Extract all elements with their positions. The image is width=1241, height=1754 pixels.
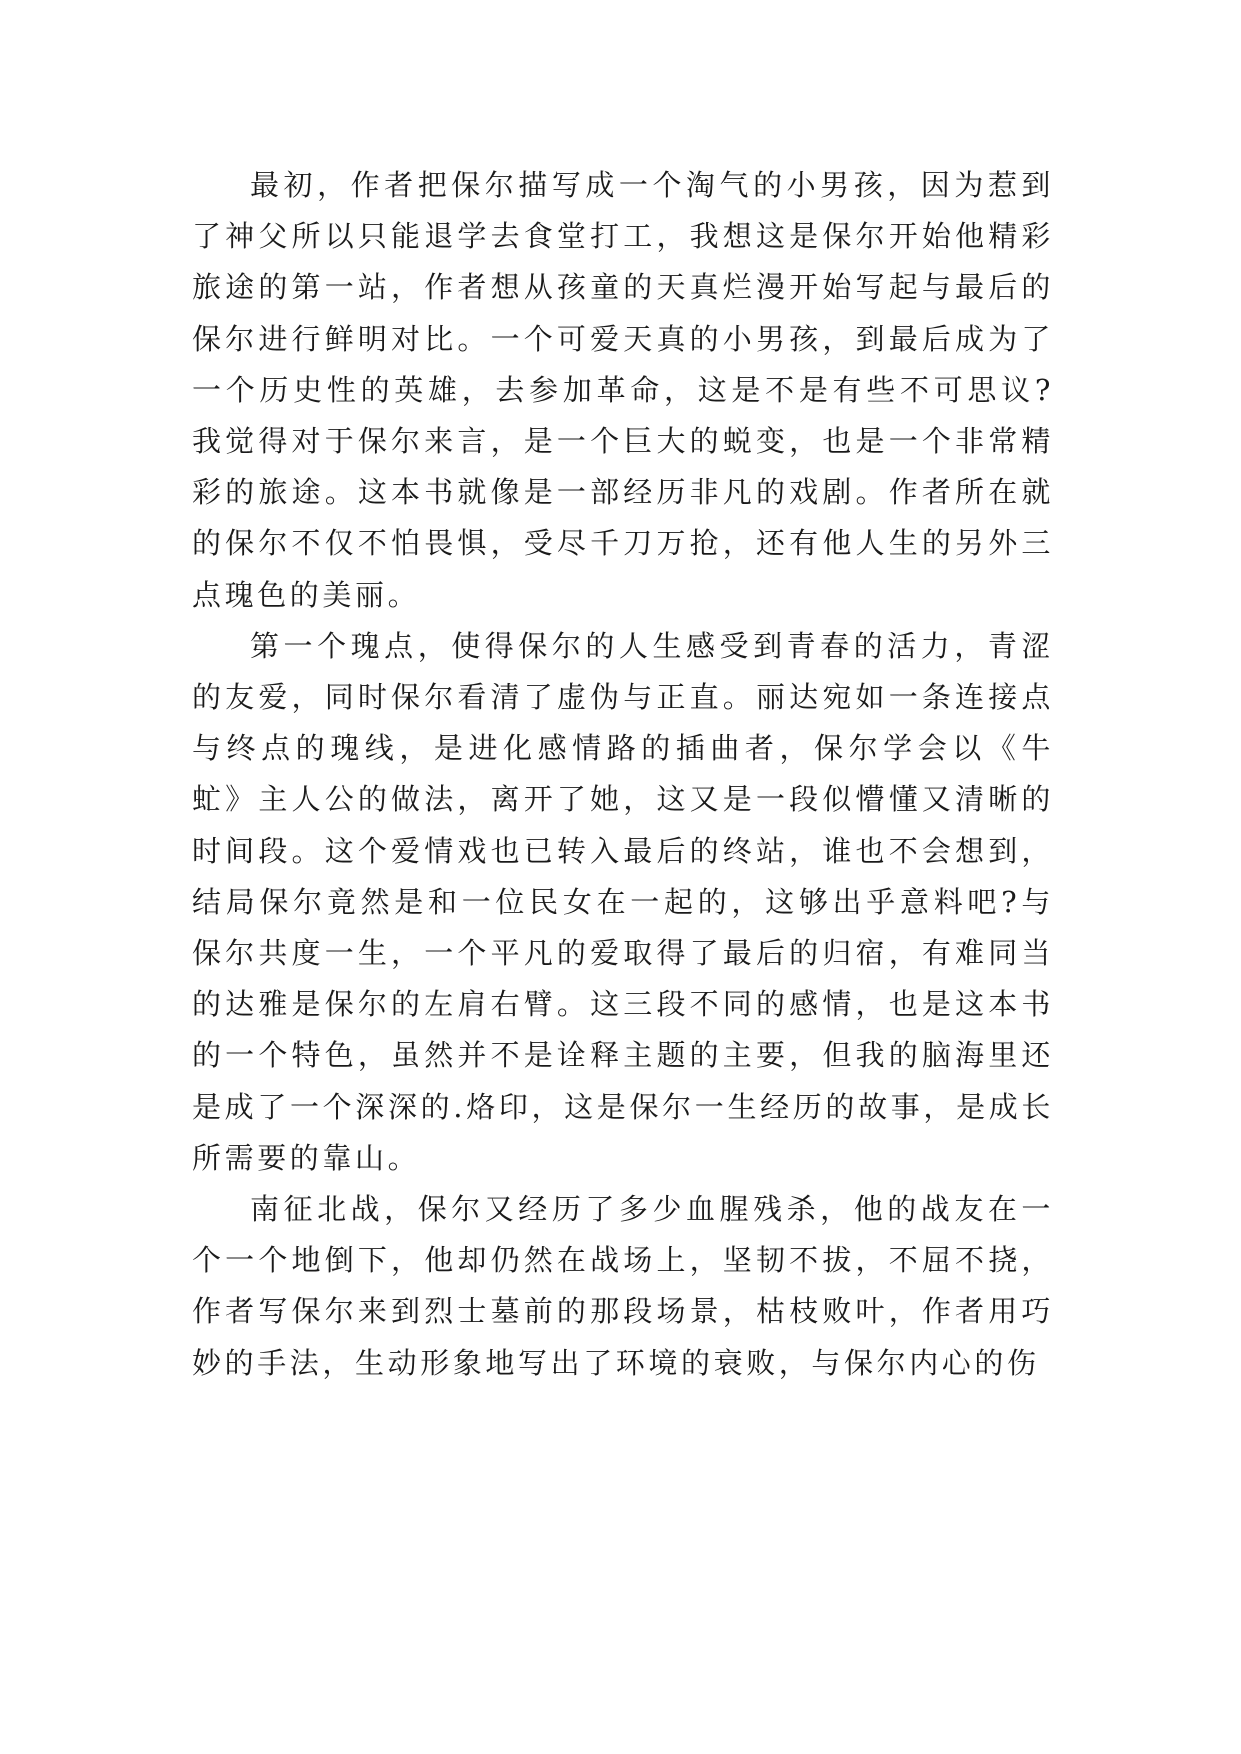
paragraph-3: 南征北战，保尔又经历了多少血腥残杀，他的战友在一个一个地倒下，他却仍然在战场上，坚韧不拔，不屈不挠，作者写保尔来到烈士墓前的那段场景，枯枝败叶，作者用巧妙的手法，生动形象地写出了环境的衰败，与保尔内心的伤: [192, 1192, 1054, 1380]
paragraph-2: 第一个瑰点，使得保尔的人生感受到青春的活力，青涩的友爱，同时保尔看清了虚伪与正直。丽达宛如一条连接点与终点的瑰线，是进化感情路的插曲者，保尔学会以《牛虻》主人公的做法，离开了她，这又是一段似懵懂又清晰的时间段。这个爱情戏也已转入最后的终站，谁也不会想到，结局保尔竟然是和一位民女在一起的，这够出乎意料吧?与保尔共度一生，一个平凡的爱取得了最后的归宿，有难同当的达雅是保尔的左肩右臂。这三段不同的感情，也是这本书的一个特色，虽然并不是诠释主题的主要，但我的脑海里还是成了一个深深的.烙印，这是保尔一生经历的故事，是成长所需要的靠山。: [192, 628, 1054, 1175]
paragraph-1: 最初，作者把保尔描写成一个淘气的小男孩，因为惹到了神父所以只能退学去食堂打工，我想这是保尔开始他精彩旅途的第一站，作者想从孩童的天真烂漫开始写起与最后的保尔进行鲜明对比。一个可爱天真的小男孩，到最后成为了一个历史性的英雄，去参加革命，这是不是有些不可思议?我觉得对于保尔来言，是一个巨大的蜕变，也是一个非常精彩的旅途。这本书就像是一部经历非凡的戏剧。作者所在就的保尔不仅不怕畏惧，受尽千刀万抢，还有他人生的另外三点瑰色的美丽。: [192, 168, 1054, 612]
document-body: [192, 160, 1054, 1389]
